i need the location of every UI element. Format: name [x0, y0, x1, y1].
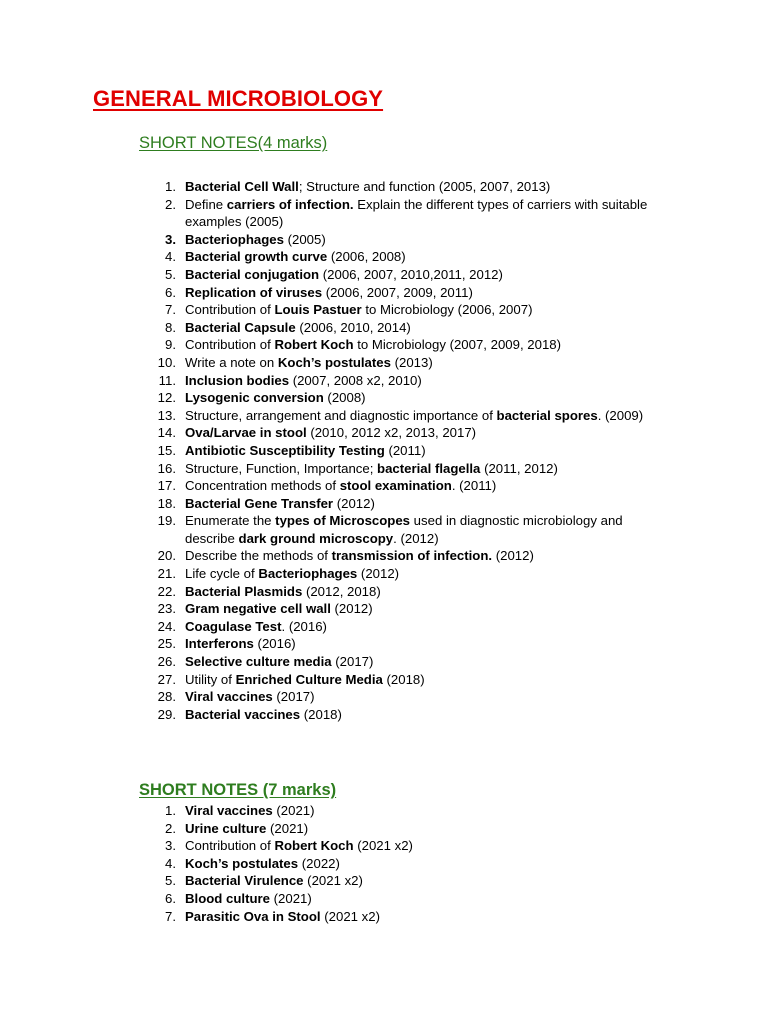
item-number: 8. — [165, 319, 176, 335]
item-number: 4. — [165, 249, 176, 265]
item-number: 2. — [165, 820, 176, 836]
item-text — [185, 635, 665, 653]
item-text-run: (2021) — [272, 803, 315, 818]
item-text-run: Describe the methods of — [185, 548, 332, 564]
item-keyword: Viral vaccines — [185, 803, 273, 818]
item-number: 17. — [157, 478, 176, 494]
item-text-run: . (2009) — [597, 407, 644, 423]
item-text — [185, 547, 665, 565]
item-text — [185, 196, 665, 231]
item-keyword: Bacterial Gene Transfer — [185, 495, 334, 511]
item-keyword: Bacteriophages — [185, 231, 284, 247]
item-number: 3. — [165, 838, 176, 854]
item-text-run: (2011, 2012) — [480, 460, 558, 476]
item-text — [185, 372, 665, 390]
item-text — [185, 706, 665, 724]
list-item — [0, 319, 700, 337]
item-text-run: Enumerate the — [185, 513, 276, 529]
list-item — [0, 231, 700, 249]
list-item — [0, 284, 700, 302]
item-text — [185, 671, 665, 689]
item-text-run: (2012, 2018) — [302, 583, 381, 599]
list-item — [0, 460, 700, 478]
item-keyword: Bacteriophages — [258, 566, 358, 582]
list-item — [0, 635, 700, 653]
list-item — [0, 855, 700, 873]
item-keyword: Bacterial Capsule — [185, 319, 296, 335]
item-text-run: Structure, arrangement and diagnostic importance of — [185, 407, 497, 423]
question-list-7-marks — [0, 802, 700, 925]
list-item — [0, 583, 700, 601]
list-item — [0, 372, 700, 390]
item-number: 7. — [165, 302, 176, 318]
list-item — [0, 178, 700, 196]
item-text-run: used in diagnostic microbiology and describe — [185, 513, 623, 546]
item-number: 4. — [165, 855, 176, 871]
item-number: 29. — [157, 706, 176, 722]
item-keyword: transmission of infection. — [331, 548, 493, 564]
item-text-run: (2012) — [330, 601, 373, 617]
item-number: 18. — [157, 495, 176, 511]
item-number: 27. — [157, 671, 176, 687]
list-item — [0, 512, 700, 547]
item-text — [185, 284, 665, 302]
list-item — [0, 407, 700, 425]
list-item — [0, 820, 700, 838]
item-keyword: bacterial spores — [496, 407, 598, 423]
item-number: 22. — [157, 583, 176, 599]
item-text-run: to Microbiology (2007, 2009, 2018) — [353, 337, 562, 353]
item-keyword: Koch’s postulates — [185, 855, 299, 871]
item-number: 26. — [157, 654, 176, 670]
item-text-run: (2017) — [331, 654, 374, 670]
list-item — [0, 248, 700, 266]
list-item — [0, 688, 700, 706]
item-keyword: Robert Koch — [274, 838, 354, 854]
item-text-run: (2006, 2008) — [327, 249, 406, 265]
item-number: 9. — [165, 337, 176, 353]
item-text-run: (2021) — [266, 820, 309, 836]
item-number: 3. — [165, 231, 176, 247]
item-text-run: Explain the different types of carriers with suitable examples (2005) — [185, 196, 648, 230]
item-text-run: (2018) — [382, 671, 425, 687]
item-keyword: stool examination — [339, 478, 452, 494]
list-item — [0, 565, 700, 583]
item-number: 6. — [165, 284, 176, 300]
item-text-run: (2005) — [283, 231, 326, 247]
item-number: 12. — [157, 390, 176, 406]
item-number: 10. — [157, 354, 176, 370]
item-text — [185, 618, 665, 636]
item-text-run: Contribution of — [185, 302, 275, 318]
item-keyword: Antibiotic Susceptibility Testing — [185, 442, 385, 458]
item-keyword: Louis Pastuer — [274, 302, 362, 318]
item-text-run: (2012) — [357, 566, 400, 582]
list-item — [0, 301, 700, 319]
item-keyword: Ova/Larvae in stool — [185, 425, 307, 441]
item-text — [185, 855, 665, 873]
item-text-run: (2018) — [300, 706, 342, 722]
item-text-run: Utility of — [185, 671, 236, 687]
item-text-run: (2007, 2008 x2, 2010) — [289, 372, 422, 388]
item-keyword: bacterial flagella — [377, 460, 481, 476]
item-text — [185, 802, 665, 820]
list-item — [0, 908, 700, 926]
item-text-run: (2016) — [253, 636, 296, 652]
list-item — [0, 671, 700, 689]
item-text-run: (2021 x2) — [353, 838, 413, 854]
item-text — [185, 477, 665, 495]
item-number: 23. — [157, 601, 176, 617]
item-text-run: (2006, 2007, 2009, 2011) — [322, 284, 473, 300]
item-text — [185, 301, 665, 319]
item-text-run: (2010, 2012 x2, 2013, 2017) — [306, 425, 477, 441]
list-item — [0, 495, 700, 513]
item-text — [185, 600, 665, 618]
item-keyword: carriers of infection. — [226, 196, 354, 212]
item-number: 25. — [157, 636, 176, 652]
list-item — [0, 890, 700, 908]
item-text — [185, 890, 665, 908]
item-text-run: Write a note on — [185, 354, 278, 370]
list-item — [0, 618, 700, 636]
item-text — [185, 407, 665, 425]
item-number: 5. — [165, 266, 176, 282]
list-item — [0, 442, 700, 460]
item-keyword: Replication of viruses — [185, 284, 323, 300]
item-keyword: Gram negative cell wall — [185, 601, 331, 617]
page-title: GENERAL MICROBIOLOGY — [93, 86, 384, 111]
item-text-run: . (2011) — [451, 478, 497, 494]
list-item — [0, 477, 700, 495]
item-text-run: Structure, Function, Importance; — [185, 460, 378, 476]
item-keyword: Koch’s postulates — [277, 354, 391, 370]
item-text-run: (2012) — [492, 548, 534, 564]
item-number: 7. — [165, 908, 176, 924]
item-number: 2. — [165, 196, 176, 212]
item-text — [185, 512, 665, 547]
item-text-run: (2006, 2010, 2014) — [295, 319, 411, 335]
item-number: 24. — [157, 618, 176, 634]
list-item — [0, 424, 700, 442]
item-text-run: Define — [185, 196, 227, 212]
item-text-run: Life cycle of — [185, 566, 259, 582]
list-item — [0, 837, 700, 855]
item-number: 11. — [158, 372, 176, 388]
item-text — [185, 688, 665, 706]
list-item — [0, 336, 700, 354]
item-text-run: Concentration methods of — [185, 478, 340, 494]
item-number: 21. — [157, 566, 176, 582]
item-number: 15. — [157, 442, 176, 458]
item-keyword: Interferons — [185, 636, 254, 652]
list-item — [0, 389, 700, 407]
item-text — [185, 837, 665, 855]
item-number: 1. — [165, 803, 176, 818]
item-text-run: ; Structure and function (2005, 2007, 2013) — [298, 179, 551, 194]
item-keyword: Coagulase Test — [185, 618, 282, 634]
item-keyword: Bacterial Cell Wall — [185, 179, 299, 194]
item-text-run: to Microbiology (2006, 2007) — [361, 302, 533, 318]
item-keyword: Parasitic Ova in Stool — [185, 908, 321, 924]
item-number: 16. — [157, 460, 176, 476]
item-text-run: Contribution of — [185, 337, 275, 353]
list-item — [0, 872, 700, 890]
item-text — [185, 231, 665, 249]
item-number: 19. — [157, 513, 176, 529]
item-text — [185, 336, 665, 354]
list-item — [0, 653, 700, 671]
item-keyword: Bacterial Plasmids — [185, 583, 303, 599]
list-item — [0, 802, 700, 820]
question-list-4-marks — [0, 178, 700, 723]
item-text — [185, 908, 665, 926]
item-text-run: (2021 x2) — [320, 908, 380, 924]
item-text — [185, 266, 665, 284]
item-keyword: Robert Koch — [274, 337, 354, 353]
item-keyword: Selective culture media — [185, 654, 332, 670]
item-text — [185, 583, 665, 601]
item-text — [185, 495, 665, 513]
list-item — [0, 600, 700, 618]
item-number: 5. — [165, 873, 176, 889]
item-keyword: Enriched Culture Media — [235, 671, 383, 687]
item-text — [185, 460, 665, 478]
item-text-run: (2013) — [390, 354, 433, 370]
item-text — [185, 820, 665, 838]
item-keyword: Lysogenic conversion — [185, 390, 324, 406]
item-text — [185, 354, 665, 372]
item-keyword: Urine culture — [185, 820, 267, 836]
item-text-run: (2011) — [384, 442, 426, 458]
section-heading-4-marks: SHORT NOTES(4 marks) — [139, 134, 328, 152]
item-keyword: Inclusion bodies — [185, 372, 290, 388]
item-text — [185, 319, 665, 337]
item-number: 6. — [165, 890, 176, 906]
item-text — [185, 442, 665, 460]
item-text-run: (2017) — [272, 689, 315, 705]
item-keyword: dark ground microscopy — [238, 530, 394, 546]
item-number: 14. — [157, 425, 176, 441]
item-text-run: (2021 x2) — [303, 873, 363, 889]
item-text — [185, 389, 665, 407]
item-text — [185, 248, 665, 266]
list-item — [0, 706, 700, 724]
item-text — [185, 653, 665, 671]
item-text-run: (2021) — [270, 890, 312, 906]
item-number: 1. — [165, 179, 176, 194]
item-keyword: Blood culture — [185, 890, 270, 906]
item-keyword: Bacterial Virulence — [185, 873, 304, 889]
item-text-run: (2006, 2007, 2010,2011, 2012) — [319, 266, 503, 282]
item-text-run: . (2012) — [393, 530, 439, 546]
item-number: 20. — [157, 548, 176, 564]
list-item — [0, 547, 700, 565]
item-keyword: Bacterial growth curve — [185, 249, 328, 265]
item-text-run: (2012) — [333, 495, 375, 511]
list-item — [0, 266, 700, 284]
item-keyword: Viral vaccines — [185, 689, 273, 705]
item-number: 13. — [157, 407, 176, 423]
list-item — [0, 354, 700, 372]
item-text-run: Contribution of — [185, 838, 275, 854]
item-text-run: (2022) — [298, 855, 340, 871]
section-heading-7-marks: SHORT NOTES (7 marks) — [139, 781, 337, 799]
item-keyword: types of Microscopes — [275, 513, 411, 529]
item-keyword: Bacterial conjugation — [185, 266, 320, 282]
item-text-run: . (2016) — [281, 618, 327, 634]
item-text — [185, 178, 665, 196]
item-text-run: (2008) — [323, 390, 366, 406]
item-text — [185, 424, 665, 442]
item-number: 28. — [157, 689, 176, 705]
list-item — [0, 196, 700, 231]
item-keyword: Bacterial vaccines — [185, 706, 301, 722]
item-text — [185, 565, 665, 583]
item-text — [185, 872, 665, 890]
